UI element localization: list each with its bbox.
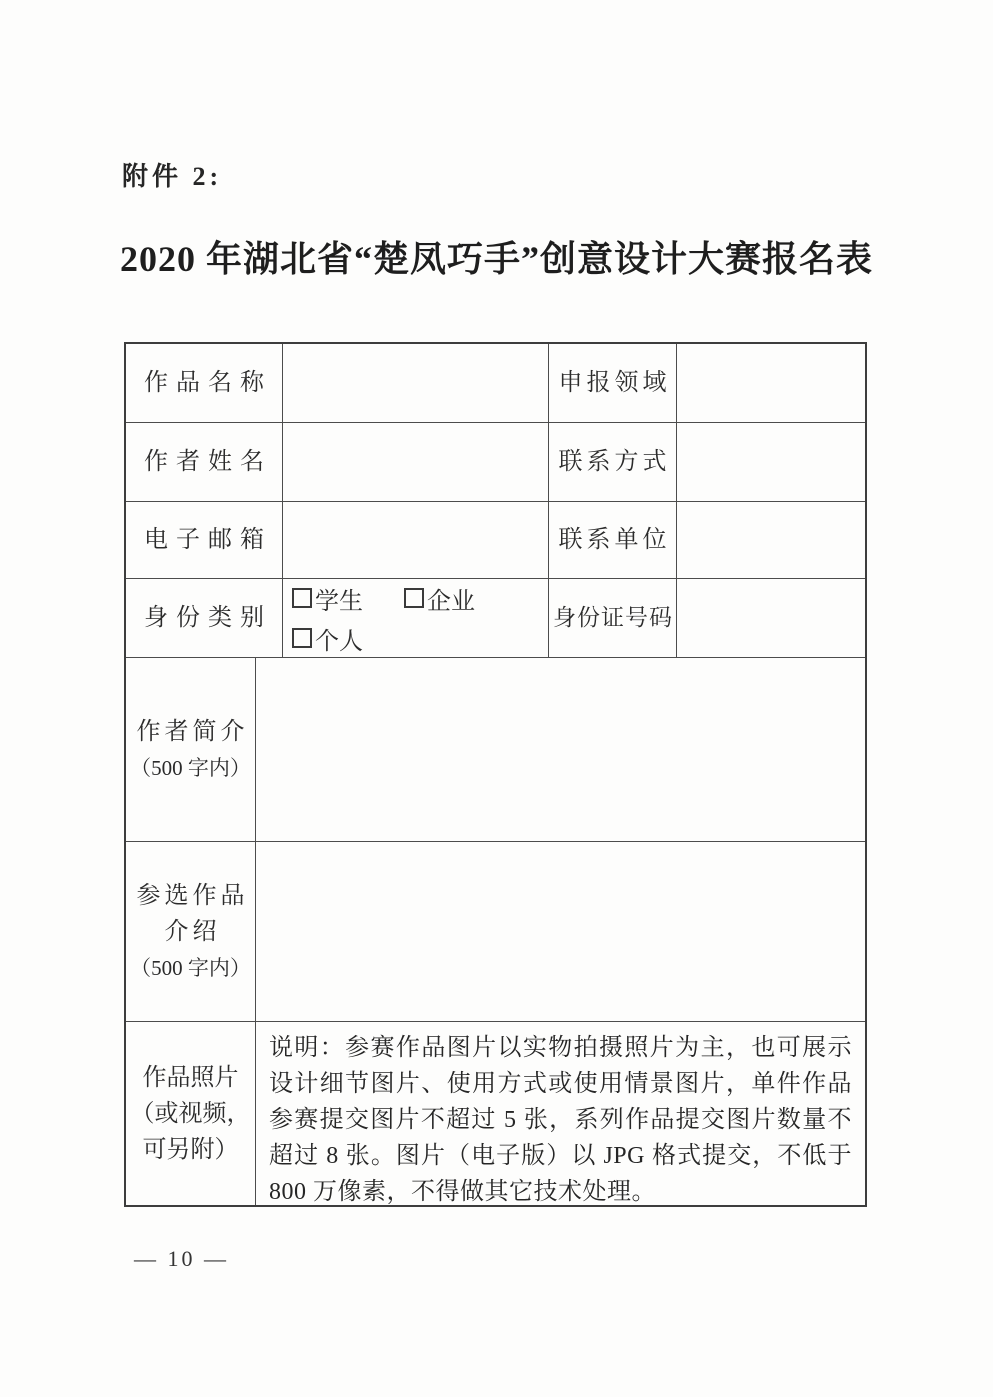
registration-form-table [124, 342, 867, 1207]
label-work-name [126, 344, 283, 423]
checkbox-item-student [292, 581, 363, 616]
label-work-photos-line3: 可另附） [142, 1136, 239, 1163]
label-identity-category [126, 579, 283, 658]
label-contact-unit [549, 502, 677, 579]
checkbox-student-icon [292, 588, 312, 608]
attachment-label: 附件 2: [122, 162, 223, 191]
label-id-number-text: 身份证号码 [553, 605, 673, 630]
checkbox-enterprise-icon [404, 588, 424, 608]
label-author-bio-line2: （500 字内） [130, 755, 251, 780]
field-author-bio [256, 658, 865, 842]
label-author-name [126, 423, 283, 502]
checkbox-student-label: 学生 [315, 588, 363, 615]
checkbox-individual-icon [292, 628, 312, 648]
label-work-photos [126, 1022, 256, 1205]
field-contact-unit [677, 502, 865, 579]
label-email-text: 电子邮箱 [144, 527, 272, 553]
photo-requirements-note: 说明：参赛作品图片以实物拍摄照片为主，也可展示设计细节图片、使用方式或使用情景图片，单件作品参赛提交图片不超过 5 张，系列作品提交图片数量不超过 8 张。图片（电子版）以 JPG 格式提交，不低于 800 万像素，不得做其它技术处理。 [269, 1035, 852, 1205]
form-bottom-section [126, 658, 865, 1205]
label-entry-intro-line1: 参选作品 [136, 882, 249, 909]
field-entry-intro [256, 842, 865, 1022]
label-work-photos-line2: （或视频， [130, 1100, 251, 1127]
label-id-number [549, 579, 677, 658]
label-entry-intro [126, 842, 256, 1022]
form-top-section [126, 344, 865, 658]
label-entry-intro-line2: 介绍 [164, 918, 221, 945]
label-work-name-text: 作品名称 [144, 370, 272, 396]
label-email [126, 502, 283, 579]
label-author-name-text: 作者姓名 [144, 449, 272, 475]
label-work-photos-line1: 作品照片 [142, 1064, 239, 1091]
checkbox-enterprise-label: 企业 [427, 588, 475, 615]
page-title: 2020 年湖北省“楚凤巧手”创意设计大赛报名表 [119, 239, 873, 279]
label-identity-category-text: 身份类别 [144, 605, 272, 631]
label-entry-intro-line3: （500 字内） [130, 955, 251, 980]
field-id-number [677, 579, 865, 658]
page-number: — 10 — [134, 1246, 229, 1271]
label-application-field-text: 申报领域 [558, 370, 671, 396]
label-contact-info [549, 423, 677, 502]
field-author-name [283, 423, 549, 502]
label-contact-info-text: 联系方式 [558, 449, 671, 475]
label-application-field [549, 344, 677, 423]
field-contact-info [677, 423, 865, 502]
checkbox-row-1 [292, 581, 548, 616]
checkbox-row-2 [292, 621, 548, 656]
label-author-bio [126, 658, 256, 842]
checkbox-item-individual [292, 621, 363, 656]
label-contact-unit-text: 联系单位 [558, 527, 671, 553]
field-application-field [677, 344, 865, 423]
label-author-bio-line1: 作者简介 [136, 718, 249, 745]
checkbox-item-enterprise [404, 581, 475, 616]
field-work-name [283, 344, 549, 423]
field-email [283, 502, 549, 579]
checkbox-individual-label: 个人 [315, 628, 363, 655]
identity-options-cell [283, 579, 549, 658]
